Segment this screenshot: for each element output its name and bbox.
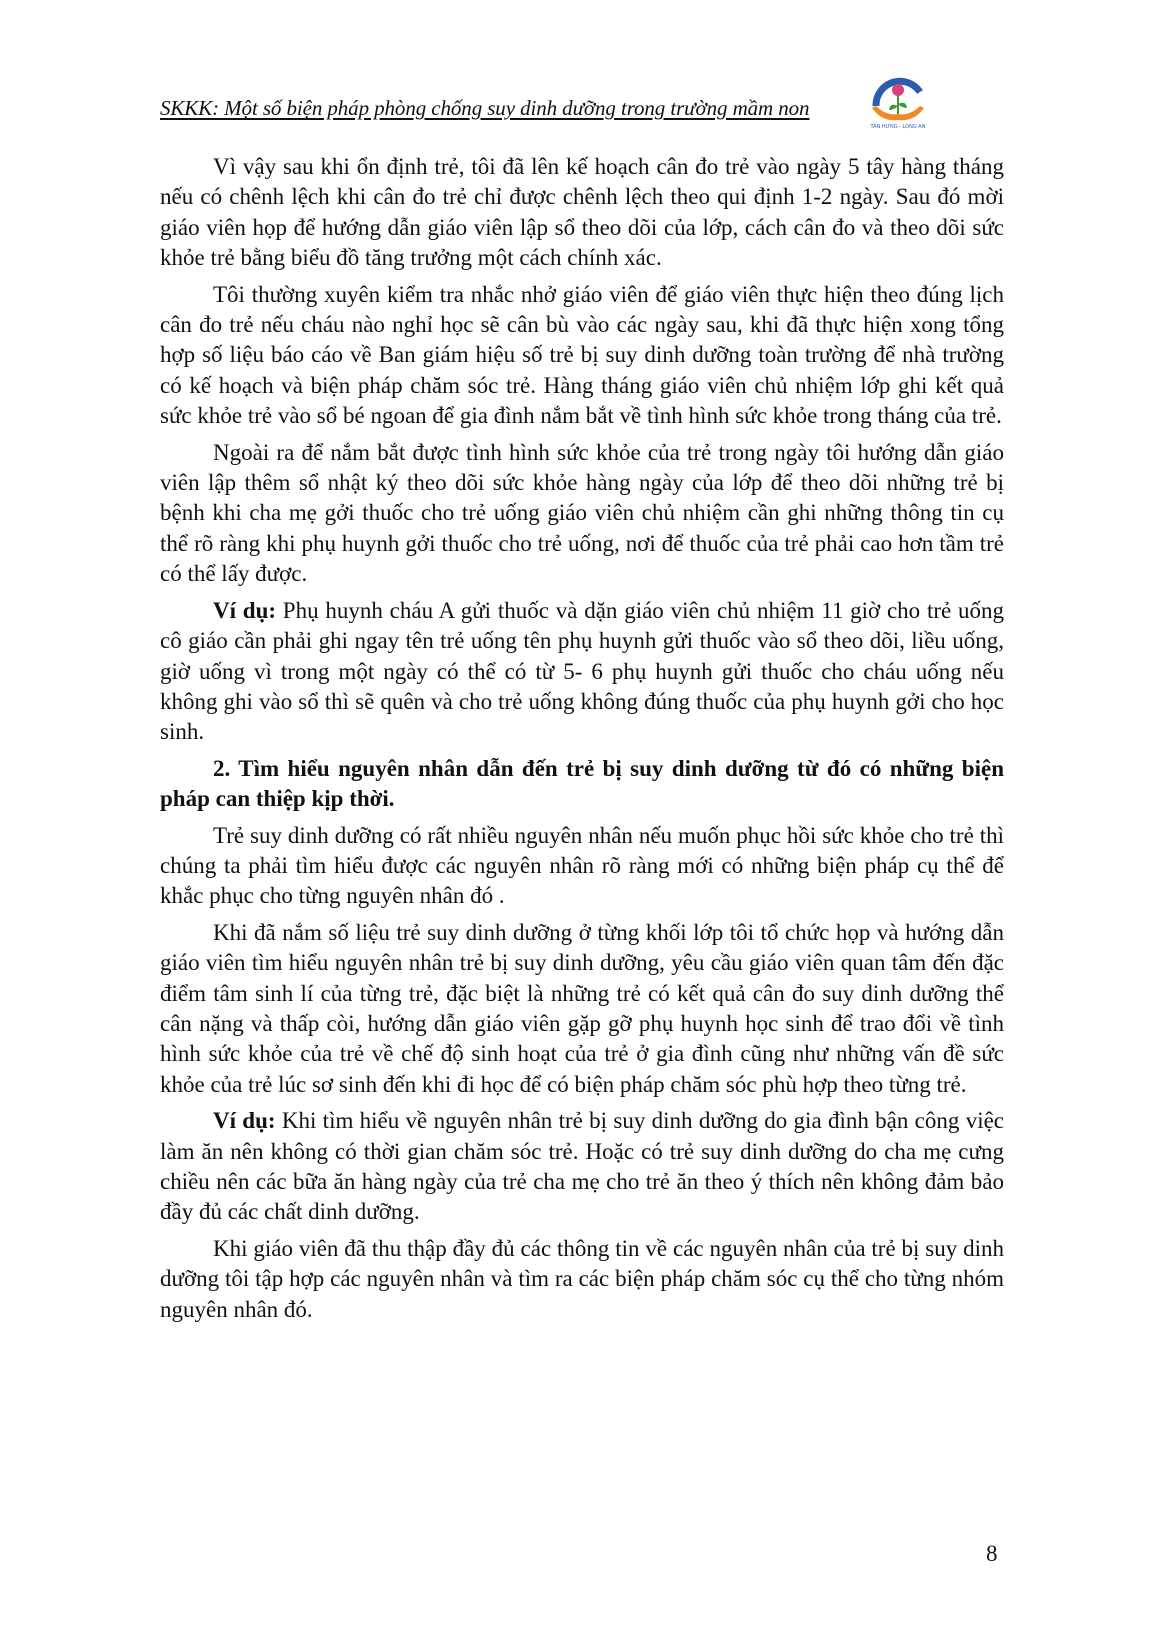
paragraph: Vì vậy sau khi ổn định trẻ, tôi đã lên kế hoạch cân đo trẻ vào ngày 5 tây hàng tháng nếu có chênh lệch khi cân đo trẻ chỉ được chênh lệch theo qui định 1-2 ngày. Sau đó mời giáo viên họp để hướng dẫn giáo viên lập sổ theo dõi của lớp, cách cân đo và theo dõi sức khỏe trẻ bằng biểu đồ tăng trưởng một cách chính xác. [160, 154, 1004, 271]
example-label: Ví dụ: [213, 597, 277, 623]
paragraph: Trẻ suy dinh dưỡng có rất nhiều nguyên nhân nếu muốn phục hồi sức khỏe cho trẻ thì chúng ta phải tìm hiểu được các nguyên nhân rõ ràng mới có những biện pháp cụ thể để khắc phục cho từng nguyên nhân đó . [160, 822, 1004, 909]
paragraph: Ngoài ra để nắm bắt được tình hình sức khỏe của trẻ trong ngày tôi hướng dẫn giáo viên lập thêm sổ nhật ký theo dõi sức khỏe hàng ngày của lớp để theo dõi những trẻ bị bệnh khi cha mẹ gởi thuốc cho trẻ uống giáo viên chủ nhiệm cần ghi những thông tin cụ thể rõ ràng khi phụ huynh gởi thuốc cho trẻ uống, nơi để thuốc của trẻ phải cao hơn tầm trẻ có thể lấy được. [160, 439, 1004, 587]
page-header [160, 96, 860, 130]
school-logo-icon [862, 72, 934, 130]
example-text: Phụ huynh cháu A gửi thuốc và dặn giáo viên chủ nhiệm 11 giờ cho trẻ uống cô giáo cần phải ghi ngay tên trẻ uống tên phụ huynh gửi thuốc vào sổ theo dõi, liều uống, giờ uống vì trong một ngày có thể có từ 5- 6 phụ huynh gửi thuốc cho cháu uống nếu không ghi vào sổ thì sẽ quên và cho trẻ uống không đúng thuốc của phụ huynh gởi cho học sinh. [160, 597, 1004, 745]
school-logo [862, 72, 934, 130]
document-body [160, 152, 1004, 1331]
section-heading: 2. Tìm hiểu nguyên nhân dẫn đến trẻ bị suy dinh dưỡng từ đó có những biện pháp can thiệp kịp thời. [160, 755, 1004, 812]
header-title: SKKK: Một số biện pháp phòng chống suy dinh dưỡng trong trường mầm non [160, 96, 810, 120]
page-number: 8 [986, 1541, 998, 1566]
paragraph: Khi đã nắm số liệu trẻ suy dinh dưỡng ở từng khối lớp tôi tổ chức họp và hướng dẫn giáo viên tìm hiểu nguyên nhân trẻ bị suy dinh dưỡng, yêu cầu giáo viên quan tâm đến đặc điểm tâm sinh lí của từng trẻ, đặc biệt là những trẻ có kết quả cân đo suy dinh dưỡng thể cân nặng và thấp còi, hướng dẫn giáo viên gặp gỡ phụ huynh học sinh để trao đổi về tình hình sức khỏe của trẻ về chế độ sinh hoạt của trẻ ở gia đình cũng như những vấn đề sức khỏe của trẻ lúc sơ sinh đến khi đi học để có biện pháp chăm sóc phù hợp theo từng trẻ. [160, 919, 1004, 1097]
paragraph: Tôi thường xuyên kiểm tra nhắc nhở giáo viên để giáo viên thực hiện theo đúng lịch cân đo trẻ nếu cháu nào nghỉ học sẽ cân bù vào các ngày sau, khi đã thực hiện xong tổng hợp số liệu báo cáo về Ban giám hiệu số trẻ bị suy dinh dưỡng toàn trường để nhà trường có kế hoạch và biện pháp chăm sóc trẻ. Hàng tháng giáo viên chủ nhiệm lớp ghi kết quả sức khỏe trẻ vào sổ bé ngoan để gia đình nắm bắt về tình hình sức khỏe trong tháng của trẻ. [160, 281, 1004, 429]
example-text: Khi tìm hiểu về nguyên nhân trẻ bị suy dinh dưỡng do gia đình bận công việc làm ăn nên không có thời gian chăm sóc trẻ. Hoặc có trẻ suy dinh dưỡng do cha mẹ cưng chiều nên các bữa ăn hàng ngày của trẻ cha mẹ cho trẻ ăn theo ý thích nên không đảm bảo đầy đủ các chất dinh dưỡng. [160, 1108, 1004, 1225]
svg-text:TÂN HƯNG - LONG AN: TÂN HƯNG - LONG AN [870, 124, 926, 130]
example-label: Ví dụ: [213, 1108, 276, 1134]
example-paragraph [160, 596, 1004, 748]
example-paragraph [160, 1106, 1004, 1228]
paragraph: Khi giáo viên đã thu thập đầy đủ các thông tin về các nguyên nhân của trẻ bị suy dinh dưỡng tôi tập hợp các nguyên nhân và tìm ra các biện pháp chăm sóc cụ thể cho từng nhóm nguyên nhân đó. [160, 1235, 1004, 1322]
